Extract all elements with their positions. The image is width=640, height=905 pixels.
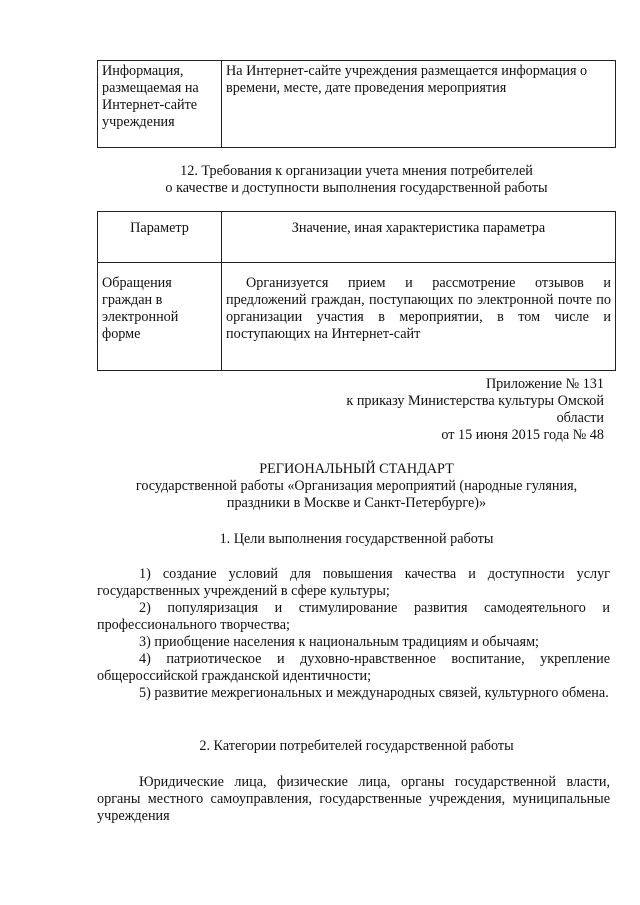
standard-title-block — [97, 461, 616, 512]
table-header-row — [98, 212, 616, 263]
section-1-heading: 1. Цели выполнения государственной работы — [219, 531, 494, 547]
standard-subtitle-2: праздники в Москве и Санкт-Петербурге)» — [226, 495, 487, 511]
list-item: 1) создание условий для повышения качества и доступности услуг государственных учреждений в сфере культуры; — [97, 566, 610, 599]
table-row — [98, 263, 616, 371]
header-parameter: Параметр — [98, 212, 222, 263]
list-item: 5) развитие межрегиональных и международных связей, культурного обмена. — [139, 685, 609, 701]
row-parameter: Обращения граждан в электронной форме — [98, 263, 222, 371]
section-2-heading: 2. Категории потребителей государственной работы — [199, 738, 514, 754]
website-info-value: На Интернет-сайте учреждения размещается информация о времени, месте, дате проведения мероприятия — [222, 61, 616, 148]
appendix-note: Приложение № 131 к приказу Министерства культуры Омской области от 15 июня 2015 года № 48 — [346, 376, 604, 443]
standard-subtitle-1: государственной работы «Организация мероприятий (народные гуляния, — [135, 478, 578, 494]
standard-title: РЕГИОНАЛЬНЫЙ СТАНДАРТ — [259, 461, 454, 477]
website-info-label: Информация, размещаемая на Интернет-сайте учреждения — [98, 61, 222, 148]
list-item: 3) приобщение населения к национальным традициям и обычаям; — [139, 634, 539, 650]
table-row — [98, 61, 616, 148]
website-info-table — [97, 60, 616, 148]
section-12-heading: 12. Требования к организации учета мнения потребителей о качестве и доступности выполнения государственной работы — [165, 163, 548, 196]
feedback-table — [97, 211, 616, 371]
consumers-paragraph: Юридические лица, физические лица, органы государственной власти, органы местного самоуправления, государственные учреждения, муниципальные учреждения — [97, 774, 610, 824]
row-value: Организуется прием и рассмотрение отзывов и предложений граждан, поступающих по электронной почте по организации участия в мероприятии, в том числе и поступающих на Интернет-сайт — [222, 263, 616, 371]
header-value: Значение, иная характеристика параметра — [222, 212, 616, 263]
goals-list — [97, 566, 610, 702]
list-item: 4) патриотическое и духовно-нравственное воспитание, укрепление общероссийской гражданской идентичности; — [97, 651, 610, 684]
list-item: 2) популяризация и стимулирование развития самодеятельного и профессионального творчества; — [97, 600, 610, 633]
